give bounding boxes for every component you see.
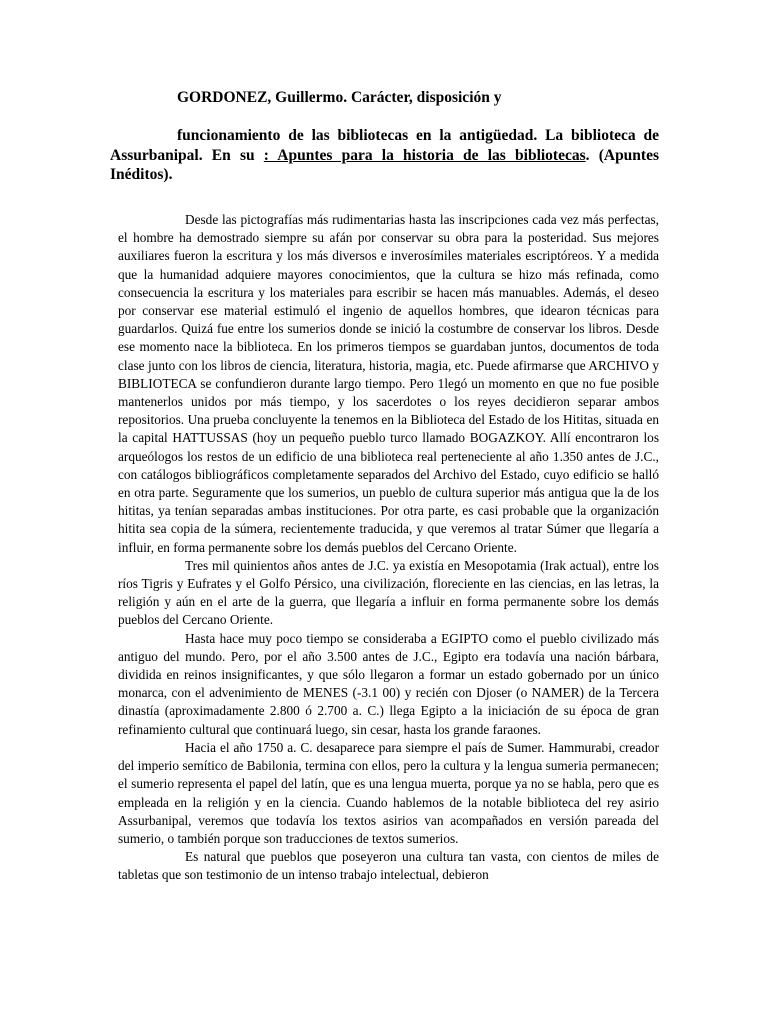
citation-source-title: : Apuntes para la historia de las bibliotecas	[263, 146, 586, 164]
paragraph: Desde las pictografías más rudimentarias hasta las inscripciones cada vez más perfectas, el hombre ha demostrado siempre su afán por conservar su obra para la posteridad. Sus mejores auxiliares fueron la escritura y los más diversos e inverosímiles materiales escriptóreos. Y a medida que la humanidad adquiere mayores conocimientos, que la cultura se hizo más refinada, como consecuencia la escritura y los materiales para escribir se hacen más manuables. Además, el deseo por conservar ese material estimuló el ingenio de aquellos hombres, que idearon técnicas para guardarlos. Quizá fue entre los sumerios donde se inició la costumbre de conservar los libros. Desde ese momento nace la biblioteca. En los primeros tiempos se guardaban juntos, documentos de toda clase junto con los libros de ciencia, literatura, historia, magia, etc. Puede afirmarse que ARCHIVO y BIBLIOTECA se confundieron durante largo tiempo. Pero 1legó un momento en que no fue posible mantenerlos unidos por más tiempo, y los sacerdotes o los reyes decidieron separar ambos repositorios. Una prueba concluyente la tenemos en la Biblioteca del Estado de los Hititas, situada en la capital HATTUSSAS (hoy un pequeño pueblo turco llamado BOGAZKOY. Allí encontraron los arqueólogos los restos de un edificio de una biblioteca real perteneciente al año 1.350 antes de J.C., con catálogos bibliográficos completamente separados del Archivo del Estado, cuyo edificio se halló en otra parte. Seguramente que los sumerios, un pueblo de cultura superior más antigua que la de los hititas, ya tenían separadas ambas instituciones. Por otra parte, es casi probable que la organización hitita sea copia de la súmera, recientemente traducida, y que veremos al tratar Súmer que llegaría a influir, en forma permanente sobre los demás pueblos del Cercano Oriente.	[118, 212, 659, 555]
paragraph: Es natural que pueblos que poseyeron una cultura tan vasta, con cientos de miles de tabletas que son testimonio de un intenso trabajo intelectual, debieron	[118, 849, 659, 883]
paragraph: Tres mil quinientos años antes de J.C. ya existía en Mesopotamia (Irak actual), entre los ríos Tigris y Eufrates y el Golfo Pérsico, una civilización, floreciente en las ciencias, en las letras, la religión y aún en el arte de la guerra, que llegaría a influir en forma permanente sobre los demás pueblos del Cercano Oriente.	[118, 557, 659, 628]
body-text	[118, 211, 659, 885]
paragraph: Hasta hace muy poco tiempo se consideraba a EGIPTO como el pueblo civilizado más antiguo del mundo. Pero, por el año 3.500 antes de J.C., Egipto era todavía una nación bárbara, dividida en reinos insignificantes, y que sólo llegaron a formar un estado gobernado por un único monarca, con el advenimiento de MENES (-3.1 00) y recién con Djoser (o NAMER) de la Tercera dinastía (aproximadamente 2.800 ó 2.700 a. C.) llega Egipto a la iniciación de su época de gran refinamiento cultural que continuará luego, sin cesar, hasta los grande faraones.	[118, 630, 659, 737]
citation-title: funcionamiento de las bibliotecas en la antigüedad. La biblioteca de Assurbanipal. En su	[110, 127, 659, 164]
citation-heading	[110, 126, 659, 185]
paragraph: Hacia el año 1750 a. C. desaparece para siempre el país de Sumer. Hammurabi, creador del imperio semítico de Babilonia, termina con ellos, pero la cultura y la lengua sumeria permanecen; el sumerio representa el papel del latín, que es una lengua muerta, porque ya no se habla, pero que es empleada en la religión y en la ciencia. Cuando hablemos de la notable biblioteca del rey asirio Assurbanipal, veremos que todavía los textos asirios van acompañados en versión pareada del sumerio, o también porque son traducciones de textos sumerios.	[118, 739, 659, 846]
citation-heading-line1: GORDONEZ, Guillermo. Carácter, disposición y	[177, 89, 502, 106]
citation-note: . (Apuntes Inéditos).	[110, 146, 659, 183]
